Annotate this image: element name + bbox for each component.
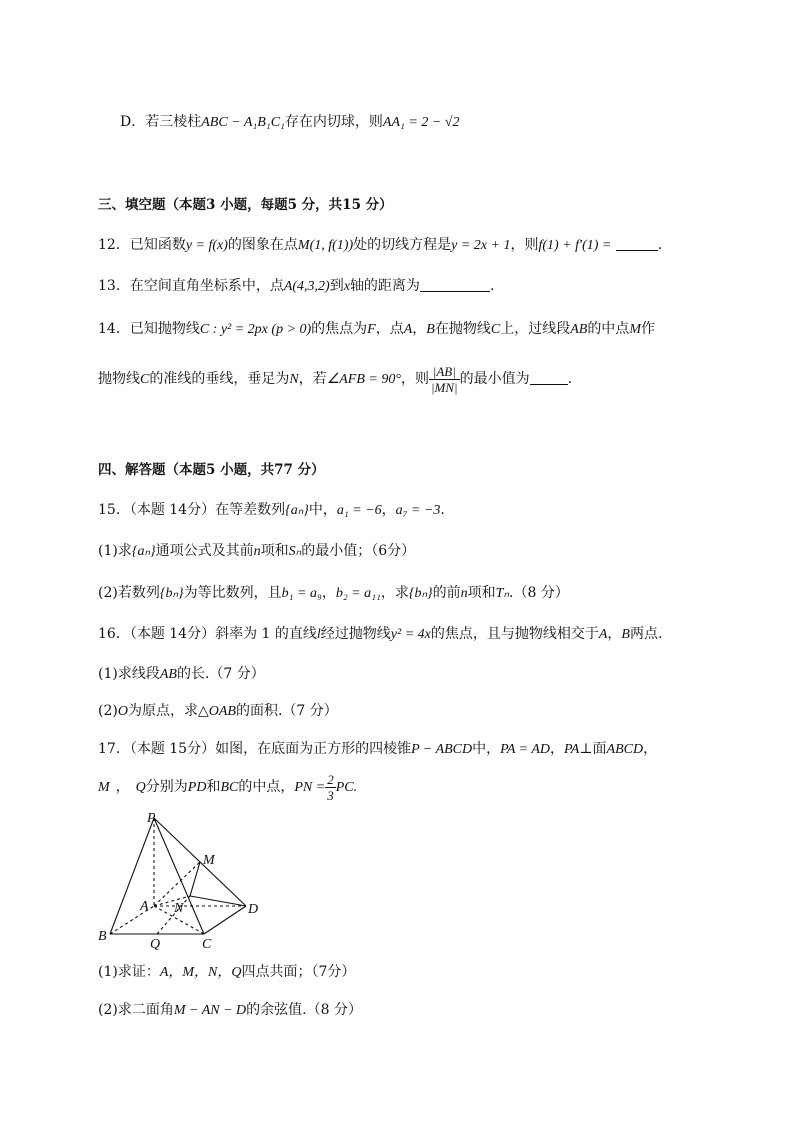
edge-cd: [204, 906, 246, 934]
answer-blank: [616, 236, 658, 251]
pyramid-figure: [92, 810, 272, 950]
label-c: C: [202, 937, 212, 950]
section-3-heading: 三、填空题（本题3 小题，每题5 分，共15 分）: [98, 197, 393, 213]
label-b: B: [98, 929, 107, 944]
question-15: 15．（本题 14分）在等差数列{aₙ}中，a₁ = −6，a₇ = −3.: [98, 502, 445, 518]
question-13: 13．在空间直角坐标系中，点A(4,3,2)到x轴的距离为 .: [98, 278, 495, 294]
answer-blank: [420, 277, 490, 292]
label-q: Q: [150, 937, 161, 950]
label-p: P: [147, 811, 156, 826]
question-14: 14．已知抛物线C : y² = 2px (p > 0)的焦点为F，点A，B在抛物线C上，过线段AB的中点M作: [98, 321, 655, 337]
answer-blank: [530, 370, 568, 385]
edge-pb: [110, 818, 154, 934]
edge-pc: [154, 818, 204, 934]
question-17-part-2: (2)求二面角M − AN − D的余弦值.（8 分）: [98, 1002, 362, 1018]
option-d: D．若三棱柱ABC − A₁B₁C₁存在内切球，则AA₁ = 2 − √2: [120, 114, 460, 130]
question-15-part-2: (2)若数列{bₙ}为等比数列，且b₁ = a₉，b₂ = a₁₁，求{bₙ}的前n项和Tₙ.（8 分）: [98, 585, 569, 601]
question-16-part-1: (1)求线段AB的长.（7 分）: [98, 666, 265, 682]
fraction-two-thirds: $\frac{2}{3}$: [327, 771, 334, 803]
question-12: 12．已知函数y = f(x)的图象在点M(1, f(1))处的切线方程是y = 2x + 1，则f(1) + f′(1) = .: [98, 237, 663, 253]
fraction-ab-mn: $\frac{|AB|}{|MN|}$: [430, 363, 458, 395]
label-a: A: [140, 899, 149, 914]
question-17-part-1: (1)求证：A，M，N，Q四点共面；（7分）: [98, 964, 356, 980]
question-16: 16．（本题 14分）斜率为 1 的直线l经过抛物线y² = 4x的焦点，且与抛物线相交于A，B两点.: [98, 626, 663, 642]
label-n: N: [174, 901, 184, 916]
question-17: 17．（本题 15分）如图，在底面为正方形的四棱锥P − ABCD中，PA = AD，PA⊥面ABCD，: [98, 741, 658, 757]
label-d: D: [248, 902, 259, 917]
question-15-part-1: (1)求{aₙ}通项公式及其前n项和Sₙ的最小值；（6分）: [98, 543, 416, 559]
question-16-part-2: (2)O为原点，求△OAB的面积.（7 分）: [98, 703, 338, 719]
label-m: M: [203, 853, 215, 868]
question-14-cont: 抛物线C的准线的垂线，垂足为N，若∠AFB = 90°，则 $\frac{|AB|}{|MN|}$ 的最小值为 .: [98, 363, 573, 395]
section-4-heading: 四、解答题（本题5 小题，共77 分）: [98, 462, 325, 478]
question-17-cont: M ， Q分别为PD和BC的中点，PN = $\frac{2}{3}$ PC.: [98, 771, 358, 803]
